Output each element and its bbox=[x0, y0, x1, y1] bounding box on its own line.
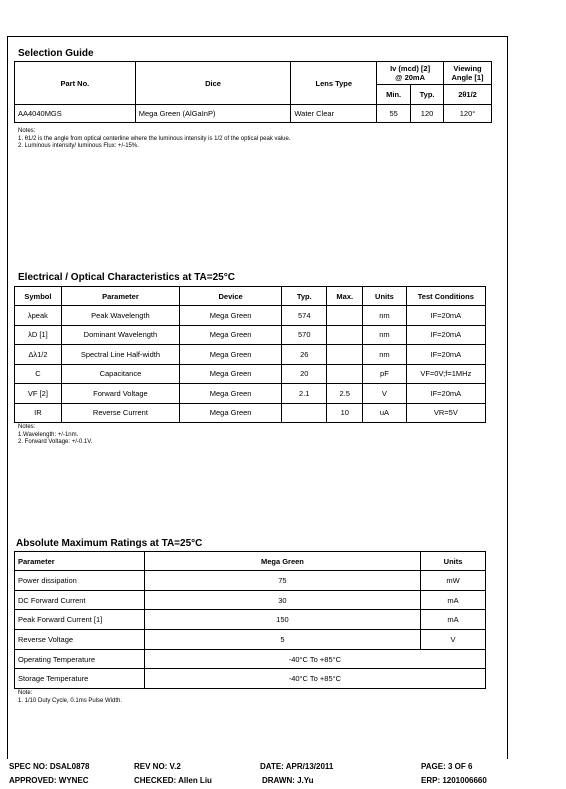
table-row: IR Reverse Current Mega Green 10 uA VR=5V bbox=[15, 403, 486, 423]
absolute-notes: Note: 1. 1/10 Duty Cycle, 0.1ms Pulse Width. bbox=[18, 690, 123, 704]
electrical-notes: Notes: 1.Wavelength: +/-1nm. 2. Forward Voltage: +/-0.1V. bbox=[18, 424, 93, 445]
table-row: λD [1] Dominant Wavelength Mega Green 570 nm IF=20mA bbox=[15, 325, 486, 345]
approved-by: APPROVED: WYNEC bbox=[9, 776, 89, 785]
selection-guide-table bbox=[14, 61, 492, 123]
rev-no: REV NO: V.2 bbox=[134, 762, 181, 771]
table-row: Reverse Voltage 5 V bbox=[15, 630, 486, 650]
table-row: Operating Temperature -40°C To +85°C bbox=[15, 649, 486, 669]
col-test-conditions: Test Conditions bbox=[406, 287, 485, 306]
col-parameter: Parameter bbox=[15, 552, 145, 571]
selection-notes: Notes: 1. θ1/2 is the angle from optical centerline where the luminous intensity is 1/2 of the optical peak value. 2. Luminous intensity/ luminous Flux: +/-15%. bbox=[18, 128, 291, 149]
col-typ: Typ. bbox=[411, 85, 444, 105]
col-viewing-angle: Viewing Angle [1] bbox=[444, 62, 492, 85]
col-units: Units bbox=[363, 287, 407, 306]
col-max: Max. bbox=[327, 287, 363, 306]
col-typ: Typ. bbox=[282, 287, 327, 306]
col-symbol: Symbol bbox=[15, 287, 62, 306]
electrical-title: Electrical / Optical Characteristics at TA=25°C bbox=[18, 272, 235, 283]
table-row: Storage Temperature -40°C To +85°C bbox=[15, 669, 486, 689]
col-mega-green: Mega Green bbox=[144, 552, 420, 571]
table-row: Δλ1/2 Spectral Line Half-width Mega Green 26 nm IF=20mA bbox=[15, 345, 486, 365]
table-row: Power dissipation 75 mW bbox=[15, 571, 486, 591]
col-units: Units bbox=[421, 552, 486, 571]
table-row: DC Forward Current 30 mA bbox=[15, 590, 486, 610]
spec-no: SPEC NO: DSAL0878 bbox=[9, 762, 90, 771]
erp-number: ERP: 1201006660 bbox=[421, 776, 487, 785]
drawn-by: DRAWN: J.Yu bbox=[262, 776, 314, 785]
table-row: λpeak Peak Wavelength Mega Green 574 nm IF=20mA bbox=[15, 306, 486, 326]
col-parameter: Parameter bbox=[61, 287, 179, 306]
col-iv: Iv (mcd) [2] @ 20mA bbox=[377, 62, 444, 85]
table-row: C Capacitance Mega Green 20 pF VF=0V;f=1MHz bbox=[15, 364, 486, 384]
col-part-no: Part No. bbox=[15, 62, 136, 105]
table-row: AA4040MGS Mega Green (AlGaInP) Water Clear 55 120 120° bbox=[15, 105, 492, 123]
absolute-ratings-title: Absolute Maximum Ratings at TA=25°C bbox=[16, 538, 203, 549]
col-min: Min. bbox=[377, 85, 411, 105]
checked-by: CHECKED: Allen Liu bbox=[134, 776, 212, 785]
col-dice: Dice bbox=[135, 62, 291, 105]
selection-guide-title: Selection Guide bbox=[18, 48, 94, 59]
absolute-ratings-table bbox=[14, 551, 486, 689]
date: DATE: APR/13/2011 bbox=[260, 762, 334, 771]
table-row: Peak Forward Current [1] 150 mA bbox=[15, 610, 486, 630]
col-theta: 2θ1/2 bbox=[444, 85, 492, 105]
electrical-table bbox=[14, 286, 486, 423]
col-device: Device bbox=[180, 287, 282, 306]
col-lens-type: Lens Type bbox=[291, 62, 377, 105]
page-number: PAGE: 3 OF 6 bbox=[421, 762, 473, 771]
table-row: VF [2] Forward Voltage Mega Green 2.1 2.5 V IF=20mA bbox=[15, 384, 486, 404]
